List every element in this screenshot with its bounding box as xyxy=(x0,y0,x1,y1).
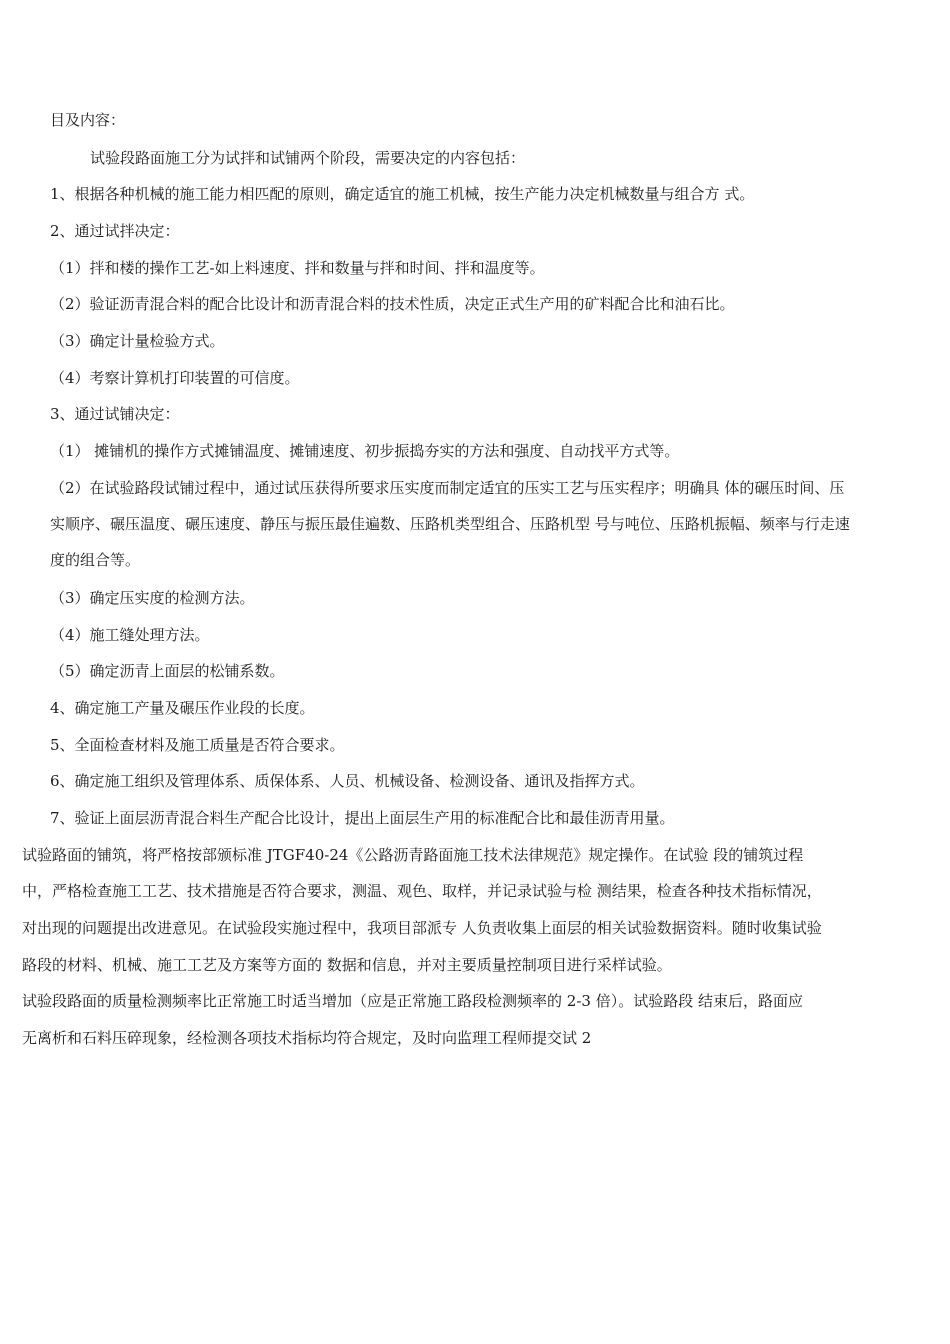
item-3-sub-3: （3）确定压实度的检测方法。 xyxy=(50,589,255,607)
item-3-sub-2-line-1: （2）在试验路段试铺过程中，通过试压获得所要求压实度而制定适宜的压实工艺与压实程序；明确具 体的碾压时间、压 xyxy=(50,479,845,497)
section-heading: 目及内容： xyxy=(50,111,126,129)
quality-paragraph-line-2: 无离析和石料压碎现象，经检测各项技术指标均符合规定，及时向监理工程师提交试 2 xyxy=(22,1029,592,1047)
item-5: 5、全面检查材料及施工质量是否符合要求。 xyxy=(50,736,345,754)
paving-paragraph-line-4: 路段的材料、机械、施工工艺及方案等方面的 数据和信息，并对主要质量控制项目进行采样试验。 xyxy=(22,956,672,974)
paving-paragraph-line-2: 中，严格检查施工工艺、技术措施是否符合要求，测温、观色、取样，并记录试验与检 测结果，检查各种技术指标情况， xyxy=(22,882,822,900)
item-4: 4、确定施工产量及碾压作业段的长度。 xyxy=(50,699,315,717)
item-3-sub-2-line-3: 度的组合等。 xyxy=(50,551,141,569)
item-3-heading: 3、通过试铺决定： xyxy=(50,405,180,423)
paving-paragraph-line-1: 试验路面的铺筑，将严格按部颁标准 JTGF40-24《公路沥青路面施工技术法律规范》规定操作。在试验 段的铺筑过程 xyxy=(22,846,804,864)
item-3-sub-4: （4）施工缝处理方法。 xyxy=(50,626,210,644)
item-2-sub-1: （1）拌和楼的操作工艺-如上料速度、拌和数量与拌和时间、拌和温度等。 xyxy=(50,259,545,277)
item-6: 6、确定施工组织及管理体系、质保体系、人员、机械设备、检测设备、通讯及指挥方式。 xyxy=(50,772,645,790)
paving-paragraph-line-3: 对出现的问题提出改进意见。在试验段实施过程中，我项目部派专 人负责收集上面层的相关试验数据资料。随时收集试验 xyxy=(22,919,822,937)
item-7: 7、验证上面层沥青混合料生产配合比设计，提出上面层生产用的标准配合比和最佳沥青用量。 xyxy=(50,809,675,827)
item-3-sub-2-line-2: 实顺序、碾压温度、碾压速度、静压与振压最佳遍数、压路机类型组合、压路机型 号与吨位、压路机振幅、频率与行走速 xyxy=(50,515,850,533)
item-1: 1、根据各种机械的施工能力相匹配的原则，确定适宜的施工机械，按生产能力决定机械数量与组合方 式。 xyxy=(50,185,755,203)
item-3-sub-5: （5）确定沥青上面层的松铺系数。 xyxy=(50,662,285,680)
item-2-sub-4: （4）考察计算机打印装置的可信度。 xyxy=(50,369,300,387)
item-2-sub-3: （3）确定计量检验方式。 xyxy=(50,332,225,350)
item-2-sub-2: （2）验证沥青混合料的配合比设计和沥青混合料的技术性质，决定正式生产用的矿料配合比和油石比。 xyxy=(50,295,735,313)
item-2-heading: 2、通过试拌决定： xyxy=(50,222,180,240)
item-3-sub-1: （1） 摊铺机的操作方式摊铺温度、摊铺速度、初步振捣夯实的方法和强度、自动找平方式等。 xyxy=(50,442,680,460)
quality-paragraph-line-1: 试验段路面的质量检测频率比正常施工时适当增加（应是正常施工路段检测频率的 2-3 倍）。试验路段 结束后，路面应 xyxy=(22,992,803,1010)
intro-paragraph: 试验段路面施工分为试拌和试铺两个阶段，需要决定的内容包括： xyxy=(90,149,526,167)
